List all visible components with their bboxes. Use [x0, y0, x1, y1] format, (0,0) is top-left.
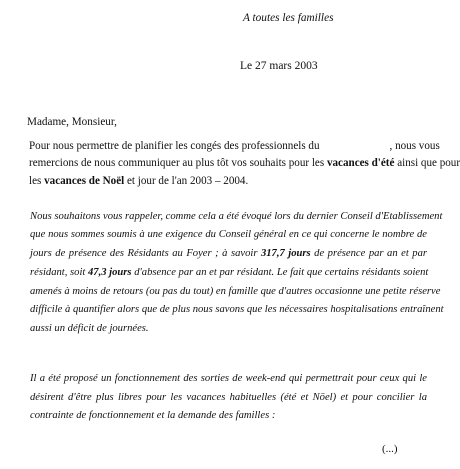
addressee-line: A toutes les familles	[243, 12, 334, 24]
paragraph-line	[30, 248, 427, 259]
paragraph-line	[29, 140, 440, 152]
paragraph-line	[29, 157, 460, 169]
paragraph-line	[30, 211, 443, 222]
paragraph-line	[30, 323, 149, 334]
letter-date: Le 27 mars 2003	[240, 60, 318, 72]
text-run: d'absence par an et par résidant. Le fait que certains résidants soient	[131, 267, 429, 278]
text-run-group	[30, 267, 427, 278]
emphasis-absence-days: 47,3 jours	[87, 267, 132, 278]
paragraph-line	[29, 175, 248, 187]
text-run: contrainte de fonctionnement et la demande des familles :	[30, 410, 276, 421]
text-run: ainsi que pour	[394, 157, 460, 169]
paragraph-line	[30, 373, 427, 384]
text-run: amenés à moins de retours (ou pas du tout) en famille que d'autres occasionne une petite réserve	[30, 286, 441, 297]
text-run: difficile à quantifier alors que de plus nous savons que les nécessaires hospitalisations entraînent	[30, 304, 444, 315]
emphasis-presence-days: 317,7 jours	[260, 248, 311, 259]
paragraph-line	[30, 304, 444, 315]
salutation: Madame, Monsieur,	[27, 116, 117, 128]
text-run: Pour nous permettre de planifier les congés des professionnels du	[29, 140, 320, 152]
text-run: et jour de l'an 2003 – 2004.	[124, 175, 249, 187]
emphasis-christmas-holidays: vacances de Noël	[44, 175, 125, 187]
continuation-marker: (...)	[382, 443, 398, 455]
paragraph-line	[30, 392, 427, 403]
text-run: jours de présence des Résidants au Foyer ; à savoir	[30, 248, 261, 259]
text-run: de présence par an et par	[310, 248, 427, 259]
text-run: les	[29, 175, 45, 187]
text-run: que nous sommes soumis à une exigence du Conseil général en ce qui concerne le nombre de	[30, 229, 427, 240]
text-run: aussi un déficit de journées.	[30, 323, 149, 334]
text-run: , nous vous	[389, 140, 440, 152]
paragraph-line	[30, 286, 441, 297]
paragraph-line	[30, 267, 427, 278]
text-run: remercions de nous communiquer au plus tôt vos souhaits pour les	[29, 157, 327, 169]
text-run: désirent d'être plus libres pour les vacances habituelles (été et Nöel) et pour concilier la	[30, 392, 427, 403]
text-run: Nous souhaitons vous rappeler, comme cela a été évoqué lors du dernier Conseil d'Etablissement	[30, 211, 443, 222]
paragraph-line	[30, 229, 427, 240]
text-run: Il a été proposé un fonctionnement des sorties de week-end qui permettrait pour ceux qui le	[30, 373, 427, 384]
text-run-group	[30, 248, 427, 259]
text-run: résidant, soit	[30, 267, 88, 278]
emphasis-summer-holidays: vacances d'été	[326, 157, 395, 169]
paragraph-line	[30, 410, 275, 421]
